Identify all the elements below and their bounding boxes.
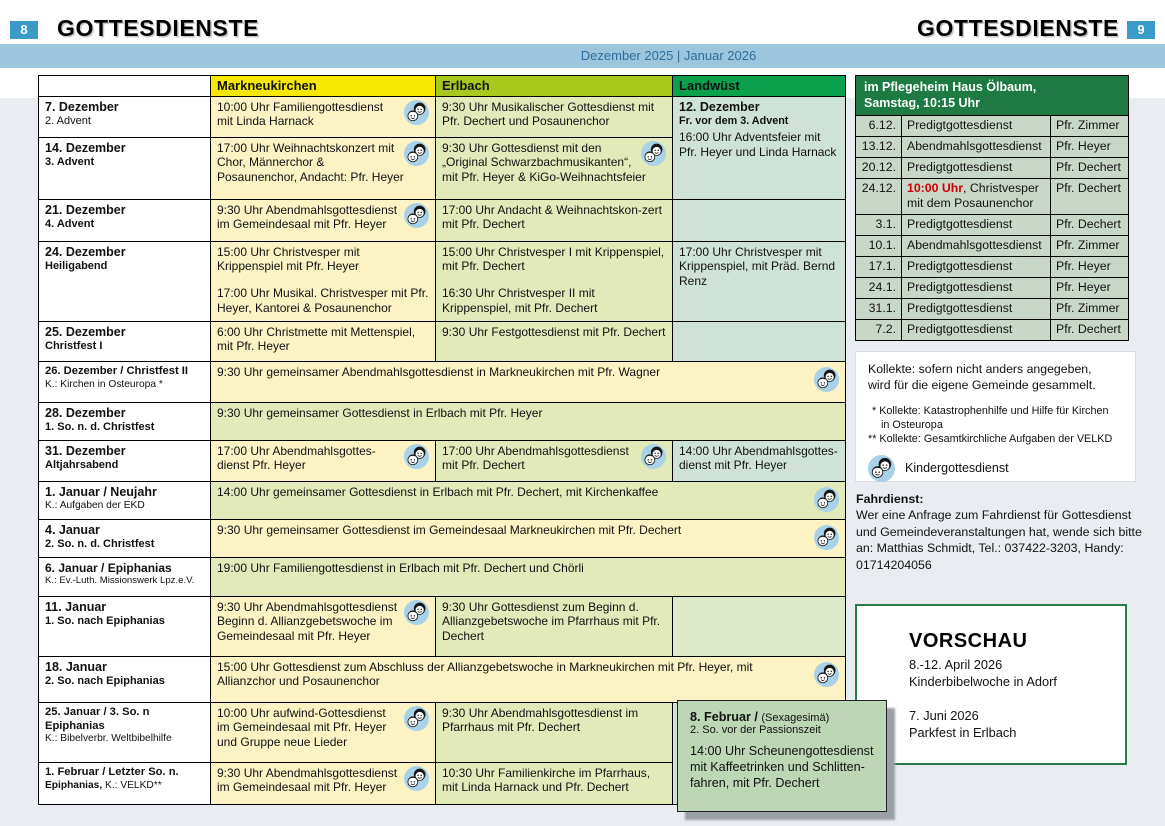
row-date: 31. Dezember bbox=[45, 443, 126, 458]
pflegeheim-row bbox=[856, 299, 1129, 320]
pflegeheim-pastor: Pfr. Heyer bbox=[1051, 136, 1129, 157]
row-subtitle: 3. Advent bbox=[45, 156, 95, 169]
table-row bbox=[39, 241, 846, 321]
pflegeheim-service: Abendmahlsgottesdienst bbox=[902, 136, 1051, 157]
row-date: 11. Januar bbox=[45, 599, 107, 614]
service-text: 10:00 Uhr Familiengottesdienst mit Linda Harnack bbox=[217, 99, 384, 129]
service-text: 9:30 Uhr Abendmahlsgottesdienst im Gemeindesaal mit Pfr. Heyer bbox=[217, 765, 398, 795]
cell-markneukirchen bbox=[211, 241, 436, 321]
vorschau-item: 8.-12. April 2026 Kinderbibelwoche in Adorf bbox=[909, 657, 1057, 690]
cell-erlbach bbox=[436, 596, 673, 656]
row-subtitle: 2. So. nach Epiphanias bbox=[45, 675, 165, 688]
pflegeheim-row bbox=[856, 115, 1129, 136]
kollekte-notes: * Kollekte: Katastrophenhilfe und Hilfe für Kirchen in Osteuropa ** Kollekte: Gesamtkirchliche Aufgaben der VELKD bbox=[868, 404, 1113, 446]
table-row bbox=[39, 656, 846, 702]
cell-joint-service bbox=[211, 361, 846, 402]
pflegeheim-date: 24.12. bbox=[856, 178, 902, 215]
vorschau-item: 7. Juni 2026 Parkfest in Erlbach bbox=[909, 707, 1017, 740]
kindergottesdienst-icon bbox=[404, 100, 429, 125]
service-text: 16:00 Uhr Adventsfeier mit Pfr. Heyer und Linda Harnack bbox=[679, 130, 837, 159]
row-subtitle: 1. So. n. d. Christfest bbox=[45, 421, 155, 434]
service-text: 16:30 Uhr Christvesper II mit Krippenspiel, mit Pfr. Dechert bbox=[442, 286, 598, 315]
kindergottesdienst-icon bbox=[404, 766, 429, 791]
pflegeheim-pastor: Pfr. Zimmer bbox=[1051, 115, 1129, 136]
pflegeheim-service: Predigtgottesdienst bbox=[902, 257, 1051, 278]
cell-landwuest bbox=[673, 96, 846, 199]
row-date: 25. Januar / 3. So. n Epiphanias bbox=[45, 705, 150, 732]
pflegeheim-row bbox=[856, 157, 1129, 178]
cell-erlbach bbox=[436, 762, 673, 804]
landwuest-subtitle: Fr. vor dem 3. Advent bbox=[679, 115, 789, 128]
service-text: 17:00 Uhr Andacht & Weihnachtskon-zert mit Pfr. Dechert bbox=[442, 202, 662, 232]
pflegeheim-date: 13.12. bbox=[856, 136, 902, 157]
fahrdienst-text: Wer eine Anfrage zum Fahrdienst für Gottesdienst und Gemeindeveranstaltungen hat, wende sich bitte an: Matthias Schmidt, Tel.: 037422-3203, Handy: 01714204056 bbox=[856, 508, 1142, 572]
cell-markneukirchen bbox=[211, 137, 436, 199]
row-date: 4. Januar bbox=[45, 522, 100, 537]
cell-landwuest-empty bbox=[673, 199, 846, 241]
pflegeheim-date: 10.1. bbox=[856, 236, 902, 257]
kindergottesdienst-icon bbox=[814, 367, 839, 392]
pflegeheim-service: Predigtgottesdienst bbox=[902, 115, 1051, 136]
cell-erlbach bbox=[436, 440, 673, 481]
kindergottesdienst-icon bbox=[404, 706, 429, 731]
pflegeheim-row bbox=[856, 136, 1129, 157]
pflegeheim-service: 10:00 Uhr, Christvesper mit dem Posaunenchor bbox=[902, 178, 1051, 215]
service-text: 9:30 Uhr Abendmahlsgottesdienst im Pfarrhaus mit Pfr. Dechert bbox=[442, 705, 639, 735]
service-text: 9:30 Uhr Festgottesdienst mit Pfr. Dechert bbox=[442, 324, 666, 339]
row-date: 1. Januar / Neujahr bbox=[45, 484, 157, 499]
row-date: 1. Februar / Letzter So. n. bbox=[45, 765, 179, 778]
cell-landwuest-empty bbox=[673, 321, 846, 361]
cell-erlbach bbox=[436, 321, 673, 361]
cell-joint-service bbox=[211, 402, 846, 440]
vorschau-box bbox=[855, 604, 1127, 765]
row-date: 6. Januar / Epiphanias bbox=[45, 560, 172, 575]
pflegeheim-pastor: Pfr. Dechert bbox=[1051, 157, 1129, 178]
pflegeheim-table bbox=[855, 75, 1129, 341]
kindergottesdienst-icon bbox=[868, 455, 895, 482]
row-subtitle: 2. So. n. d. Christfest bbox=[45, 538, 155, 551]
service-text: 19:00 Uhr Familiengottesdienst in Erlbach mit Pfr. Dechert und Chörli bbox=[217, 560, 584, 575]
pflegeheim-date: 3.1. bbox=[856, 215, 902, 236]
service-text: 17:00 Uhr Musikal. Christvesper mit Pfr. Heyer, Kantorei & Posaunenchor bbox=[217, 286, 429, 315]
pflegeheim-row bbox=[856, 278, 1129, 299]
row-subtitle: Epiphanias, K.: VELKD** bbox=[45, 779, 162, 791]
pflegeheim-header-row bbox=[856, 76, 1129, 116]
table-row bbox=[39, 440, 846, 481]
service-text: 9:30 Uhr gemeinsamer Gottesdienst im Gemeindesaal Markneukirchen mit Pfr. Dechert bbox=[217, 522, 682, 537]
table-header-row bbox=[39, 76, 846, 97]
row-subtitle: K.: Aufgaben der EKD bbox=[45, 500, 145, 512]
service-text: 17:00 Uhr Weihnachtskonzert mit Chor, Männerchor & Posaunenchor, Andacht: Pfr. Heyer bbox=[217, 140, 404, 185]
row-subtitle: Altjahrsabend bbox=[45, 459, 119, 472]
pflegeheim-pastor: Pfr. Dechert bbox=[1051, 178, 1129, 215]
kindergottesdienst-icon bbox=[404, 141, 429, 166]
row-subtitle: K.: Kirchen in Osteuropa * bbox=[45, 378, 163, 390]
pflegeheim-service: Abendmahlsgottesdienst bbox=[902, 236, 1051, 257]
landwuest-date: 12. Dezember bbox=[679, 99, 760, 114]
table-row bbox=[39, 481, 846, 519]
cell-markneukirchen bbox=[211, 321, 436, 361]
table-row bbox=[39, 361, 846, 402]
service-text: 10:30 Uhr Familienkirche im Pfarrhaus, mit Linda Harnack und Pfr. Dechert bbox=[442, 765, 651, 795]
service-text: 17:00 Uhr Abendmahlsgottesdienst mit Pfr. Dechert bbox=[442, 443, 629, 473]
pflegeheim-date: 6.12. bbox=[856, 115, 902, 136]
row-subtitle: K.: Ev.-Luth. Missionswerk Lpz.e.V. bbox=[45, 575, 195, 587]
kindergottesdienst-icon bbox=[814, 525, 839, 550]
cell-markneukirchen bbox=[211, 596, 436, 656]
overlay-date-line: 8. Februar / (Sexagesimä) bbox=[690, 710, 830, 724]
column-header-erlbach: Erlbach bbox=[436, 76, 673, 97]
row-subtitle: Christfest I bbox=[45, 340, 103, 353]
row-date: 14. Dezember bbox=[45, 140, 126, 155]
cell-joint-service bbox=[211, 557, 846, 596]
pflegeheim-date: 31.1. bbox=[856, 299, 902, 320]
kollekte-text: wird für die eigene Gemeinde gesammelt. bbox=[868, 377, 1096, 392]
cell-erlbach bbox=[436, 137, 673, 199]
date-bar bbox=[0, 44, 1165, 68]
pflegeheim-service: Predigtgottesdienst bbox=[902, 157, 1051, 178]
service-text: 17:00 Uhr Abendmahlsgottes-dienst Pfr. Heyer bbox=[217, 443, 376, 473]
pflegeheim-row bbox=[856, 320, 1129, 341]
service-schedule-table bbox=[38, 75, 846, 805]
table-row bbox=[39, 557, 846, 596]
pflegeheim-title: im Pflegeheim Haus Ölbaum, Samstag, 10:15 Uhr bbox=[856, 76, 1129, 116]
overlay-service-text: 14:00 Uhr Scheunengottesdienst mit Kaffeetrinken und Schlitten-fahren, mit Pfr. Dechert bbox=[690, 744, 874, 790]
pflegeheim-service: Predigtgottesdienst bbox=[902, 320, 1051, 341]
service-text: 15:00 Uhr Christvesper mit Krippenspiel mit Pfr. Heyer bbox=[217, 244, 360, 274]
cell-markneukirchen bbox=[211, 762, 436, 804]
service-text: 9:30 Uhr Gottesdienst zum Beginn d. Allianzgebetswoche im Pfarrhaus mit Pfr. Dechert bbox=[442, 599, 661, 644]
pflegeheim-service: Predigtgottesdienst bbox=[902, 278, 1051, 299]
service-text: 14:00 Uhr gemeinsamer Gottesdienst in Erlbach mit Pfr. Dechert, mit Kirchenkaffee bbox=[217, 484, 659, 499]
fahrdienst-title: Fahrdienst: bbox=[856, 492, 924, 506]
service-text: 9:30 Uhr gemeinsamer Abendmahlsgottesdienst in Markneukirchen mit Pfr. Wagner bbox=[217, 364, 661, 379]
table-row bbox=[39, 199, 846, 241]
service-text: 10:00 Uhr aufwind-Gottesdienst im Gemeindesaal mit Pfr. Heyer und Gruppe neue Lieder bbox=[217, 705, 387, 750]
table-row bbox=[39, 519, 846, 557]
service-text: 14:00 Uhr Abendmahlsgottes-dienst mit Pfr. Heyer bbox=[679, 443, 838, 473]
pflegeheim-date: 7.2. bbox=[856, 320, 902, 341]
service-text: 9:30 Uhr Gottesdienst mit den „Original Schwarzbachmusikanten“, mit Pfr. Heyer & KiGo-Weihnachtsfeier bbox=[442, 140, 646, 185]
page-number-left: 8 bbox=[10, 21, 38, 39]
row-date: 21. Dezember bbox=[45, 202, 126, 217]
cell-markneukirchen bbox=[211, 440, 436, 481]
table-row bbox=[39, 321, 846, 361]
pflegeheim-pastor: Pfr. Dechert bbox=[1051, 215, 1129, 236]
legend-label: Kindergottesdienst bbox=[905, 461, 1009, 476]
row-date: 25. Dezember bbox=[45, 324, 126, 339]
column-header-markneukirchen: Markneukirchen bbox=[211, 76, 436, 97]
kindergottesdienst-icon bbox=[641, 444, 666, 469]
page-title-right: GOTTESDIENSTE bbox=[916, 15, 1119, 41]
kindergottesdienst-icon bbox=[404, 444, 429, 469]
february-overlay-box bbox=[677, 700, 887, 812]
page-title-left: GOTTESDIENSTE bbox=[57, 15, 260, 41]
pflegeheim-row bbox=[856, 178, 1129, 215]
row-date: 18. Januar bbox=[45, 659, 107, 674]
pflegeheim-row bbox=[856, 215, 1129, 236]
overlay-subtitle: 2. So. vor der Passionszeit bbox=[690, 724, 821, 736]
pflegeheim-service: Predigtgottesdienst bbox=[902, 215, 1051, 236]
cell-erlbach bbox=[436, 199, 673, 241]
service-text: 9:30 Uhr Musikalischer Gottesdienst mit Pfr. Dechert und Posaunenchor bbox=[442, 99, 655, 129]
row-date: 26. Dezember / Christfest II bbox=[45, 364, 189, 377]
column-header-landwuest: Landwüst bbox=[673, 76, 846, 97]
pflegeheim-row bbox=[856, 257, 1129, 278]
cell-markneukirchen bbox=[211, 199, 436, 241]
table-row bbox=[39, 596, 846, 656]
row-subtitle: 1. So. nach Epiphanias bbox=[45, 615, 165, 628]
table-row bbox=[39, 402, 846, 440]
table-row bbox=[39, 96, 846, 137]
kollekte-text: Kollekte: sofern nicht anders angegeben, bbox=[868, 362, 1092, 376]
pflegeheim-row bbox=[856, 236, 1129, 257]
pflegeheim-date: 17.1. bbox=[856, 257, 902, 278]
row-date: 7. Dezember bbox=[45, 99, 119, 114]
column-header-date bbox=[39, 76, 211, 97]
cell-landwuest bbox=[673, 241, 846, 321]
row-date: 28. Dezember bbox=[45, 405, 126, 420]
service-text: 15:00 Uhr Christvesper I mit Krippenspiel, mit Pfr. Dechert bbox=[442, 244, 665, 274]
row-subtitle: 2. Advent bbox=[45, 115, 91, 128]
pflegeheim-pastor: Pfr. Zimmer bbox=[1051, 299, 1129, 320]
vorschau-title: VORSCHAU bbox=[909, 630, 1028, 652]
cell-joint-service bbox=[211, 656, 846, 702]
row-subtitle: 4. Advent bbox=[45, 218, 95, 231]
date-bar-label: Dezember 2025 | Januar 2026 bbox=[580, 48, 757, 63]
pflegeheim-date: 20.12. bbox=[856, 157, 902, 178]
service-text: 6:00 Uhr Christmette mit Mettenspiel, mit Pfr. Heyer bbox=[217, 324, 416, 354]
row-subtitle: K.: Bibelverbr. Weltbibelhilfe bbox=[45, 733, 172, 745]
service-text: 17:00 Uhr Christvesper mit Krippenspiel, mit Präd. Bernd Renz bbox=[679, 244, 836, 289]
page-number-right: 9 bbox=[1127, 21, 1155, 39]
service-text: 9:30 Uhr gemeinsamer Gottesdienst in Erlbach mit Pfr. Heyer bbox=[217, 405, 543, 420]
kindergottesdienst-legend bbox=[868, 455, 1123, 482]
cell-landwuest bbox=[673, 440, 846, 481]
cell-landwuest-empty bbox=[673, 596, 846, 656]
cell-markneukirchen bbox=[211, 702, 436, 762]
pflegeheim-pastor: Pfr. Heyer bbox=[1051, 278, 1129, 299]
fahrdienst-note bbox=[856, 491, 1154, 573]
cell-joint-service bbox=[211, 481, 846, 519]
pflegeheim-pastor: Pfr. Heyer bbox=[1051, 257, 1129, 278]
pflegeheim-pastor: Pfr. Dechert bbox=[1051, 320, 1129, 341]
kindergottesdienst-icon bbox=[404, 203, 429, 228]
kindergottesdienst-icon bbox=[814, 662, 839, 687]
kindergottesdienst-icon bbox=[404, 600, 429, 625]
pflegeheim-body bbox=[856, 115, 1129, 341]
pflegeheim-service: Predigtgottesdienst bbox=[902, 299, 1051, 320]
service-text: 15:00 Uhr Gottesdienst zum Abschluss der Allianzgebetswoche in Markneukirchen mit Pfr. Heyer, mit Allianzchor und Posaunenchor bbox=[217, 659, 753, 689]
cell-erlbach bbox=[436, 241, 673, 321]
service-text: 9:30 Uhr Abendmahlsgottesdienst im Gemeindesaal mit Pfr. Heyer bbox=[217, 202, 398, 232]
row-subtitle: Heiligabend bbox=[45, 260, 108, 273]
kindergottesdienst-icon bbox=[641, 141, 666, 166]
pflegeheim-pastor: Pfr. Zimmer bbox=[1051, 236, 1129, 257]
row-date: 24. Dezember bbox=[45, 244, 126, 259]
kindergottesdienst-icon bbox=[814, 487, 839, 512]
pflegeheim-date: 24.1. bbox=[856, 278, 902, 299]
cell-erlbach bbox=[436, 702, 673, 762]
cell-erlbach bbox=[436, 96, 673, 137]
cell-markneukirchen bbox=[211, 96, 436, 137]
service-text: 9:30 Uhr Abendmahlsgottesdienst Beginn d. Allianzgebetswoche im Gemeindesaal mit Pfr. Heyer bbox=[217, 599, 398, 644]
cell-joint-service bbox=[211, 519, 846, 557]
kollekte-box bbox=[855, 351, 1136, 482]
